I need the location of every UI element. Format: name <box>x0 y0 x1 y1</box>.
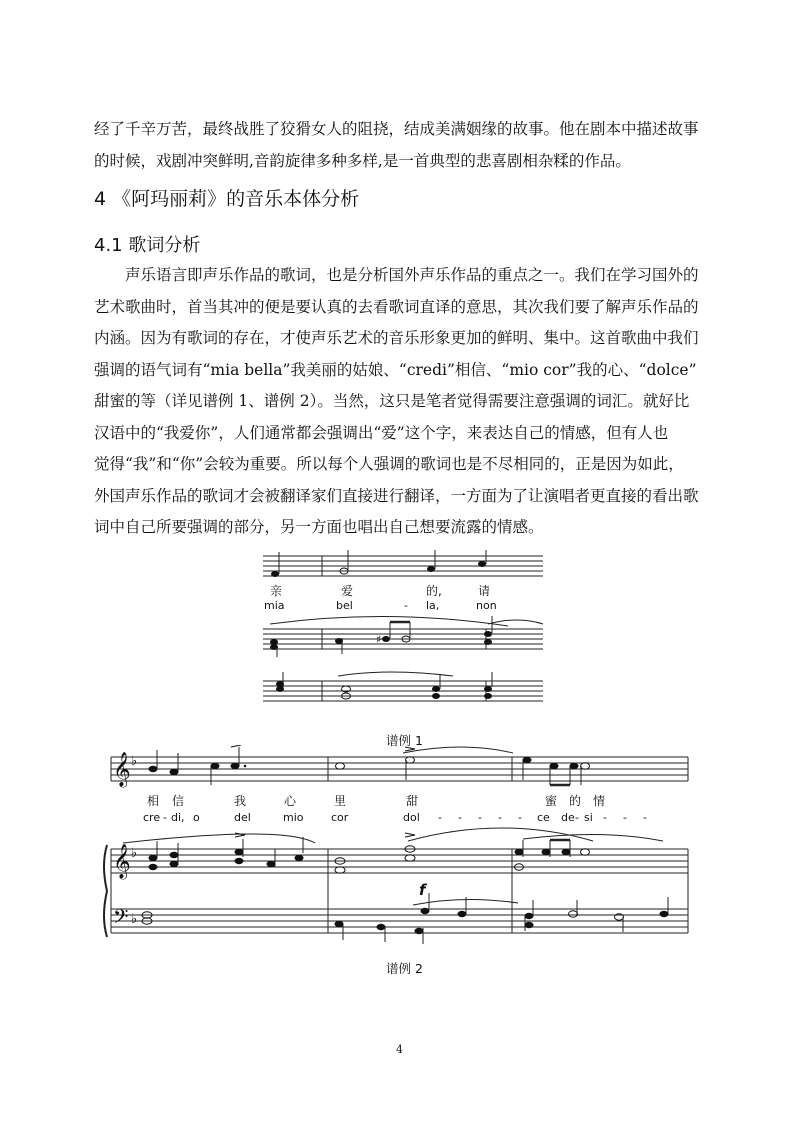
lyric-syllable: dol <box>403 811 420 824</box>
text-line: 艺术歌曲时，首当其冲的便是要认真的去看歌词直译的意思，其次我们要了解声乐作品的 <box>94 297 699 316</box>
lyric-syllable: 信 <box>172 794 185 808</box>
lyric-syllable: cor <box>331 811 349 824</box>
lyric-syllable: 亲 <box>270 584 283 598</box>
lyric-syllable: - <box>623 811 627 824</box>
lyric-syllable: - <box>518 811 522 824</box>
lyric-syllable: 蜜 <box>545 794 558 808</box>
lyric-syllable: 里 <box>334 794 347 808</box>
lyric-syllable: non <box>476 599 497 612</box>
text-line: 经了千辛万苦，最终战胜了狡猾女人的阻挠，结成美满姻缘的故事。他在剧本中描述故事 <box>94 120 699 138</box>
svg-text:𝄢: 𝄢 <box>113 905 129 933</box>
text-line: 内涵。因为有歌词的存在，才使声乐艺术的音乐形象更加的鲜明、集中。这首歌曲中我们 <box>94 329 699 347</box>
svg-text:𝄞: 𝄞 <box>113 844 131 879</box>
body-paragraph <box>94 260 714 544</box>
text-line: 强调的语气词有“mia bella”我美丽的姑娘、“credi”相信、“mio cor”我的心、“dolce” <box>94 360 697 379</box>
score-example-2 <box>103 745 691 945</box>
lyrics-chinese <box>270 583 490 598</box>
section-heading: 4 《阿玛丽莉》的音乐本体分析 <box>94 188 360 210</box>
lyric-syllable: 的 <box>569 794 582 808</box>
svg-text:♯: ♯ <box>376 633 382 646</box>
lyric-syllable: 我 <box>234 794 247 808</box>
lyric-syllable: - <box>163 811 167 824</box>
text-line: 汉语中的“我爱你”，人们通常都会强调出“爱”这个字，来表达自己的情感，但有人也 <box>94 423 669 442</box>
lyrics-italian <box>143 811 647 824</box>
lyric-syllable: - <box>603 811 607 824</box>
lyric-syllable: 心 <box>284 794 297 808</box>
lyric-syllable: 情 <box>593 794 606 808</box>
lyric-syllable: 相 <box>147 794 160 808</box>
lyric-syllable: - <box>575 811 579 824</box>
figure-caption: 谱例 1 <box>386 733 423 748</box>
lyric-syllable: de <box>561 811 575 824</box>
score-example-1 <box>258 550 548 720</box>
lyric-syllable: - <box>498 811 502 824</box>
text-line: 声乐语言即声乐作品的歌词，也是分析国外声乐作品的重点之一。我们在学习国外的 <box>94 266 699 284</box>
lyric-syllable: del <box>234 811 251 824</box>
lyric-syllable: - <box>404 599 408 612</box>
page-number: 4 <box>396 1043 403 1056</box>
text-line: 的时候，戏剧冲突鲜明,音韵旋律多种多样,是一首典型的悲喜剧相杂糅的作品。 <box>94 151 631 170</box>
text-line: 外国声乐作品的歌词才会被翻译家们直接进行翻译，一方面为了让演唱者更直接的看出歌 <box>94 486 699 505</box>
lyric-syllable: 的, <box>426 584 442 598</box>
lyric-syllable: mio <box>283 811 304 824</box>
lyric-syllable: - <box>458 811 462 824</box>
text-line: 觉得“我”和“你”会较为重要。所以每个人强调的歌词也是不尽相同的，正是因为如此， <box>94 455 684 473</box>
lyric-syllable: 请 <box>478 584 491 598</box>
text-line: 甜蜜的等（详见谱例 1、谱例 2）。当然，这只是笔者觉得需要注意强调的词汇。就好比 <box>94 392 690 410</box>
svg-text:♭: ♭ <box>131 846 138 861</box>
lyric-syllable: - <box>438 811 442 824</box>
lyric-syllable: di, <box>171 811 185 824</box>
lyric-syllable: ce <box>537 811 550 824</box>
svg-text:♭: ♭ <box>131 754 138 769</box>
lyric-syllable: 甜 <box>406 794 419 808</box>
text-line: 词中自己所要强调的部分，另一方面也唱出自己想要流露的情感。 <box>94 518 544 536</box>
lyric-syllable: si <box>584 811 593 824</box>
figure-caption: 谱例 2 <box>386 961 423 976</box>
lyric-syllable: - <box>478 811 482 824</box>
lyrics-italian <box>264 599 497 612</box>
lyric-syllable: la, <box>426 599 440 612</box>
svg-text:𝄞: 𝄞 <box>113 752 131 787</box>
lyric-syllable: mia <box>264 599 285 612</box>
lyric-syllable: bel <box>336 599 353 612</box>
intro-paragraph <box>94 114 714 177</box>
svg-text:♭: ♭ <box>131 912 138 927</box>
lyric-syllable: - <box>643 811 647 824</box>
dynamic-marking: f <box>419 881 426 899</box>
lyric-syllable: 爱 <box>341 584 354 598</box>
lyrics-chinese <box>147 793 605 808</box>
lyric-syllable: cre <box>143 811 161 824</box>
lyric-syllable: o <box>193 811 200 824</box>
subsection-heading: 4.1 歌词分析 <box>94 235 201 256</box>
